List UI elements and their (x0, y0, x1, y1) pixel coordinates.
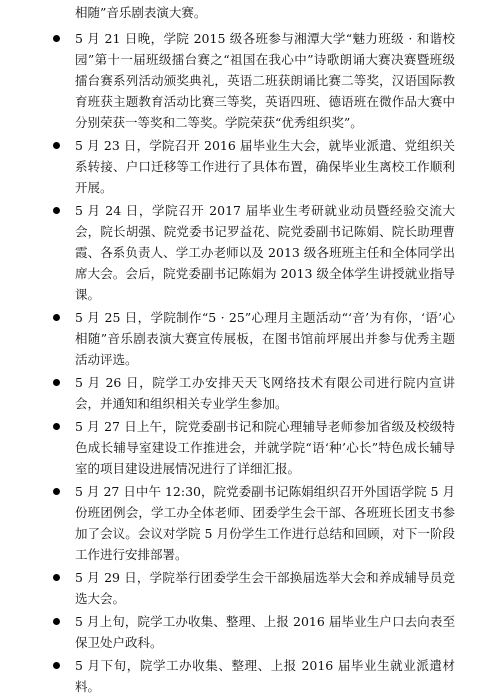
list-item-text: 5 月 21 日晚，学院 2015 级各班参与湘潭大学“魅力班级 · 和谐校园”第十一届班级擂台赛之“祖国在我心中”诗歌朗诵大赛决赛暨班级擂台赛系列活动颁奖典礼，英语二班获朗诵比赛二等奖，汉语国际教育班获主题教育活动比赛三等奖，英语四班、德语班在微作品大赛中分别荣获一等奖和二等奖。学院荣获“优秀组织奖”。 (75, 31, 455, 130)
list-item-text: 5 月 25 日，学院制作“5 · 25”心理月主题活动“‘音’为有你，‘语’心相随”音乐剧表演大赛宣传展板，在图书馆前坪展出并参与优秀主题活动评选。 (75, 310, 455, 367)
list-item-text: 5 月下旬，院学工办收集、整理、上报 2016 届毕业生就业派遣材料。 (75, 658, 455, 694)
bullet-icon (53, 662, 60, 669)
bullet-icon (53, 574, 60, 581)
list-item-text: 5 月 29 日，学院举行团委学生会干部换届选举大会和养成辅导员竞选大会。 (75, 570, 455, 606)
list-item (0, 655, 455, 697)
list-item-text: 5 月 24 日，学院召开 2017 届毕业生考研就业动员暨经验交流大会，院长胡强、院党委书记罗益花、院党委副书记陈娟、院长助理曹霞、各系负责人、学工办老师以及 2013 级各班班主任和全体同学出席大会。会后，院党委副书记陈娟为 2013 级全体学生讲授就业指导课。 (75, 203, 455, 302)
list-item (0, 416, 455, 479)
list-item (0, 567, 455, 609)
list-item (0, 307, 455, 370)
event-list (0, 28, 494, 699)
bullet-icon (53, 423, 60, 430)
list-item (0, 611, 455, 653)
list-item (0, 200, 455, 305)
bullet-icon (53, 379, 60, 386)
list-item (0, 135, 455, 198)
list-item (0, 481, 455, 565)
list-item-text: 5 月 23 日，学院召开 2016 届毕业生大会，就毕业派遣、党组织关系转接、户口迁移等工作进行了具体布置，确保毕业生离校工作顺利开展。 (75, 138, 455, 195)
bullet-icon (53, 35, 60, 42)
bullet-icon (53, 488, 60, 495)
list-item-text: 5 月 27 日中午 12:30，院党委副书记陈娟组织召开外国语学院 5 月份班团例会，学工办全体老师、团委学生会干部、各班班长团支书参加了会议。会议对学院 5 月份学生工作进行总结和回顾，对下一阶段工作进行安排部署。 (75, 484, 455, 562)
list-item-text: 5 月 26 日，院学工办安排天天飞网络技术有限公司进行院内宣讲会，并通知和组织相关专业学生参加。 (75, 375, 455, 411)
list-item (0, 28, 455, 133)
list-item-text: 5 月 27 日上午，院党委副书记和院心理辅导老师参加省级及校级特色成长辅导室建设工作推进会，并就学院“语‘种’心长”特色成长辅导室的项目建设进展情况进行了详细汇报。 (75, 419, 455, 476)
continuation-text: 相随”音乐剧表演大赛。 (75, 5, 207, 20)
list-item (0, 372, 455, 414)
list-item-text: 5 月上旬，院学工办收集、整理、上报 2016 届毕业生户口去向表至保卫处户政科。 (75, 614, 455, 650)
bullet-icon (53, 142, 60, 149)
bullet-icon (53, 618, 60, 625)
bullet-icon (53, 314, 60, 321)
bullet-icon (53, 207, 60, 214)
